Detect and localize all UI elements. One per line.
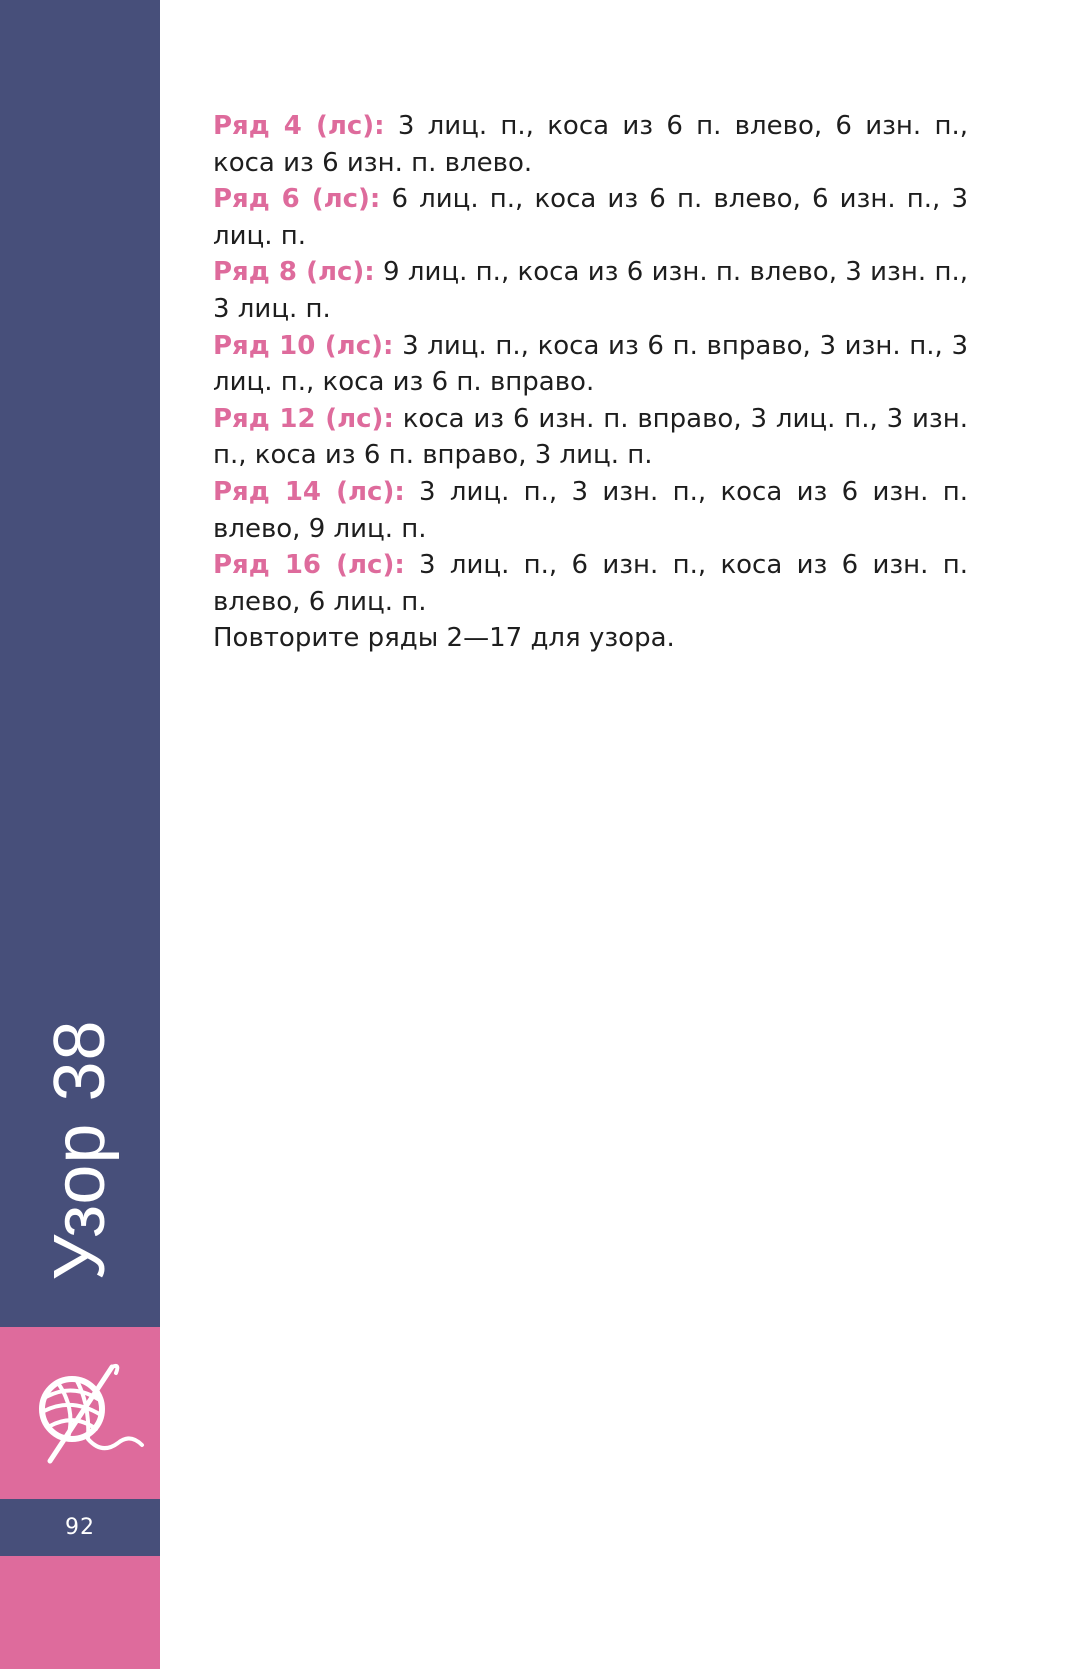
row-instruction	[213, 254, 968, 327]
row-label: Ряд 12 (лс):	[213, 403, 394, 434]
row-text: коса из 6 изн. п. вправо, 3 лиц. п., 3 изн. п., коса из 6 п. вправо, 3 лиц. п.	[213, 403, 968, 471]
row-text: 3 лиц. п., коса из 6 п. вправо, 3 изн. п., 3 лиц. п., коса из 6 п. вправо.	[213, 330, 968, 398]
repeat-note: Повторите ряды 2—17 для узора.	[213, 623, 675, 654]
sidebar-logo-panel	[0, 1327, 160, 1499]
row-label: Ряд 16 (лс):	[213, 550, 405, 581]
row-text: 9 лиц. п., коса из 6 изн. п. влево, 3 изн. п., 3 лиц. п.	[213, 257, 968, 324]
pattern-title: Узор 38	[40, 1019, 120, 1281]
row-label: Ряд 8 (лс):	[213, 257, 375, 288]
pattern-instructions	[213, 108, 968, 657]
row-text: 3 лиц. п., 3 изн. п., коса из 6 изн. п. влево, 9 лиц. п.	[213, 476, 969, 544]
sidebar-title-panel	[0, 0, 160, 1327]
sidebar-bottom-band	[0, 1556, 160, 1669]
row-label: Ряд 10 (лс):	[213, 330, 394, 361]
row-instruction	[213, 181, 968, 254]
sidebar	[0, 0, 160, 1669]
row-text: 3 лиц. п., 6 изн. п., коса из 6 изн. п. влево, 6 лиц. п.	[213, 550, 969, 617]
row-text: 6 лиц. п., коса из 6 п. влево, 6 изн. п., 3 лиц. п.	[213, 184, 969, 251]
row-label: Ряд 14 (лс):	[213, 476, 405, 507]
page-number: 92	[0, 1499, 160, 1556]
row-instruction	[213, 108, 968, 181]
row-text: 3 лиц. п., коса из 6 п. влево, 6 изн. п., коса из 6 изн. п. влево.	[213, 111, 968, 178]
row-instruction	[213, 328, 968, 401]
row-instruction	[213, 401, 968, 474]
row-label: Ряд 4 (лс):	[213, 111, 385, 141]
yarn-ball-crochet-hook-icon	[30, 1359, 150, 1469]
row-instruction	[213, 547, 968, 620]
row-label: Ряд 6 (лс):	[213, 184, 381, 215]
row-instruction	[213, 474, 968, 547]
